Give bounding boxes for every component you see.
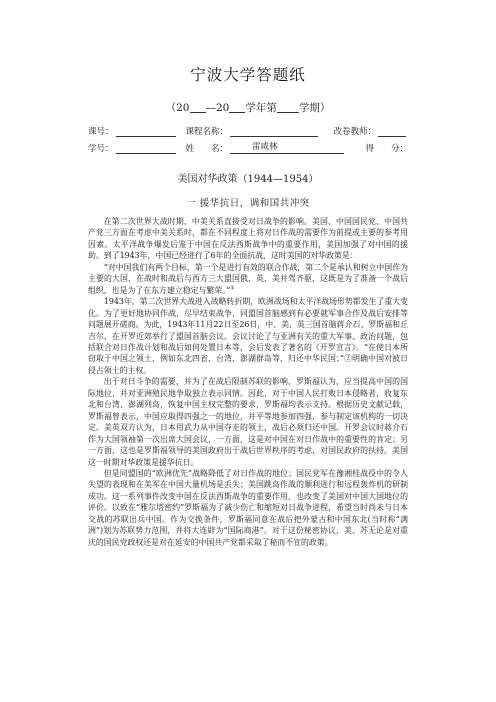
- info-row-student: [88, 140, 408, 154]
- paragraph-1: 在第二次世界大战时期，中美关系直接受对日战争的影响。美国、中国国民党、中国共产党三方面在考虑中美关系时，都在不同程度上将对日作战的需要作为前提或主要的参考用因素。太平洋战争爆发后鉴于中国在反法西斯战争中的重要作用，美国加强了对中国的援助。到了1943年，中国已经进行了6年的全面抗战，这时美国的对华政策是：: [88, 217, 408, 261]
- essay-title: 美国对华政策（1944—1954）: [177, 174, 319, 185]
- paragraph-3-tail: ②明确中国对被日侵占领土的主权。: [88, 354, 408, 375]
- section-title: 一 援华抗日，调和国共冲突: [186, 198, 310, 209]
- sheet-title: 宁波大学答题纸: [190, 66, 306, 84]
- grader-field: [378, 125, 406, 137]
- paragraph-4: 出于对日斗争的需要，并为了在战后限制苏联的影响，罗斯福认为，应当提高中国的国际地位，并对亚洲殖民地争取独立表示同情。因此，对于中国人民打败日本侵略者，收复东北和台湾、澎湖列岛，恢复中国主权完整的要求，罗斯福均表示支持。根据历史文献记载，罗斯福曾表示，中国应取得四强之一的地位，并平等地参加四强，参与制定该机构的一切决定。美英双方认为，日本用武力从中国夺走的领土，战后必须归还中国。开罗会议时蒋介石作为大国领袖第一次出席大国会议，一方面，这是对中国在对日作战中的重要性的肯定；另一方面，这也是罗斯福领导的美国政府出于战后世界秩序的考虑，对国民政府的扶持。美国这一时期对华政策是援华抗日。: [88, 377, 408, 467]
- term-blank: [277, 101, 299, 113]
- score-label: 得 分：: [365, 144, 408, 154]
- semester-close: 学期）: [298, 102, 331, 114]
- student-name: 雷咸林: [252, 142, 278, 152]
- paragraph-2-text: “对中国我们有两个目标，第一个是进行有效的联合作战，第二个是承认和树立中国作为主要的大国，在战时和战后与西方三大盟国俄、英、美并驾齐驱，这既是为了准备一个战后组织，也是为了在东方建立稳定与繁荣。”: [88, 262, 408, 295]
- semester-line: [88, 100, 408, 115]
- essay-body: [88, 216, 408, 548]
- info-row-course: [88, 123, 408, 137]
- semester-year: 学年第: [245, 102, 277, 114]
- footnote-mark-1: ①: [230, 285, 235, 292]
- student-id-field: [116, 142, 176, 154]
- semester-open: （20: [165, 102, 190, 114]
- name-label: 姓 名：: [185, 144, 229, 154]
- year-start-blank: [190, 101, 206, 113]
- course-name-label: 课程名称：: [185, 127, 229, 137]
- paragraph-5: 但是同盟国的“欧洲优先”战略降低了对日作战的地位；国民党军在豫湘桂战役中的令人失望的表现和在美军在中国大量机场是丢失；美国跳岛作战的顺利进行和远程轰炸机的研制成功。这一系列事件改变中国在反法西斯战争的重要作用，也改变了美国对中国大国地位的评价。以致在“雅尔塔密约”罗斯福为了减少伤亡和缩短对日战争进程，希望当时尚未与日本交战的苏联出兵中国。作为交换条件，罗斯福同意在战后把外蒙古和中国东北(当时称“满洲”)划为苏联势力范围，并将大连辟为“国际商港”。对于这份秘密协议，美、苏无论是对重庆的国民党政权还是对在延安的中国共产党都采取了秘而不宣的政策。: [88, 468, 408, 547]
- course-no-label: 课号：: [88, 127, 114, 137]
- grader-label: 改卷教师：: [333, 127, 376, 137]
- student-id-label: 学号：: [88, 144, 114, 154]
- course-no-field: [116, 125, 176, 137]
- paragraph-3: [88, 296, 408, 376]
- year-end-blank: [229, 101, 245, 113]
- semester-dash: —20: [205, 102, 230, 114]
- paragraph-2-quote: [88, 262, 408, 296]
- course-name-field: [230, 125, 318, 137]
- paragraph-3-text: 1943年，第二次世界大战进入战略转折期，欧洲战场和太平洋战场形势都发生了重大变化。为了更好地协同作战，尽早结束战争，同盟国首脑感到有必要就军事合作及战后安排等问题展开磋商。为此，1943年11月22日至26日，中、美、英三国首脑蒋介石、罗斯福和丘吉尔，在开罗近郊举行了盟国首脑会议。会议讨论了与亚洲有关的重大军事、政治问题，包括联合对日作战计划和战后如何处置日本等，会后发表了著名的《开罗宣言》。“在使日本所窃取于中国之领土，例如东北四省、台湾、澎湖群岛等，归还中华民国；”: [88, 297, 408, 364]
- name-field: [230, 142, 344, 154]
